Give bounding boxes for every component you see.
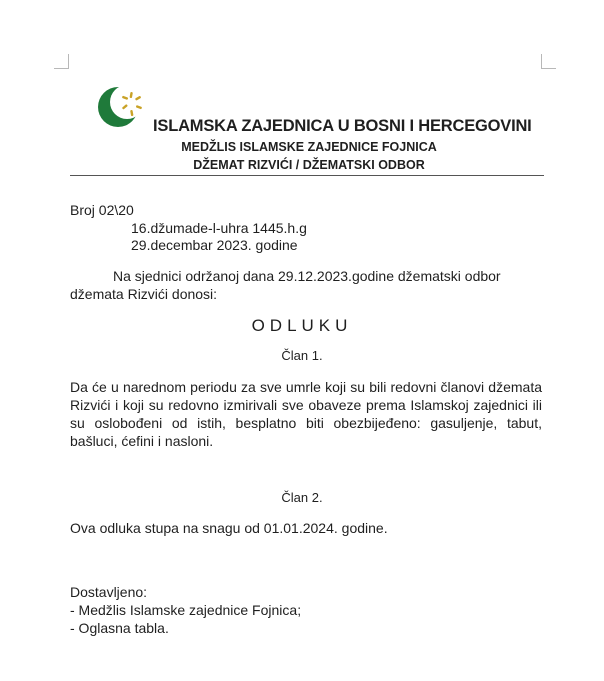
delivered-item: - Medžlis Islamske zajednice Fojnica; [70, 602, 302, 618]
intro-line-1: Na sjednici održanoj dana 29.12.2023.godine džematski odbor [113, 268, 501, 284]
crescent-star-logo-icon [98, 84, 150, 130]
delivered-item: - Oglasna tabla. [70, 620, 169, 636]
header-dzemat: DŽEMAT RIZVIĆI / DŽEMATSKI ODBOR [193, 158, 425, 172]
article-2-title: Član 2. [281, 490, 323, 505]
article-2-text: Ova odluka stupa na snagu od 01.01.2024. godine. [70, 520, 388, 536]
header-medzlis: MEDŽLIS ISLAMSKE ZAJEDNICE FOJNICA [181, 140, 437, 154]
crop-mark-top-right [541, 54, 556, 69]
intro-line-2: džemata Rizvići donosi: [70, 286, 218, 302]
header-divider [70, 175, 544, 176]
gregorian-date: 29.decembar 2023. godine [131, 237, 298, 253]
document-number: Broj 02\20 [70, 202, 134, 218]
hijri-date: 16.džumade-l-uhra 1445.h.g [131, 220, 307, 236]
crop-mark-top-left [54, 54, 69, 69]
decision-title: ODLUKU [251, 316, 353, 335]
header-organization: ISLAMSKA ZAJEDNICA U BOSNI I HERCEGOVINI [153, 117, 532, 135]
delivered-label: Dostavljeno: [70, 584, 148, 600]
article-1-text: Da će u narednom periodu za sve umrle koji su bili redovni članovi džemata Rizvići i koji su redovno izmirivali sve obaveze prema Islamskoj zajednici ili su oslobođeni od istih, besplatno biti obezbijeđeno: gasuljenje, tabut, bašluci, ćefini i nasloni. [70, 379, 542, 449]
article-1-title: Član 1. [281, 348, 323, 363]
